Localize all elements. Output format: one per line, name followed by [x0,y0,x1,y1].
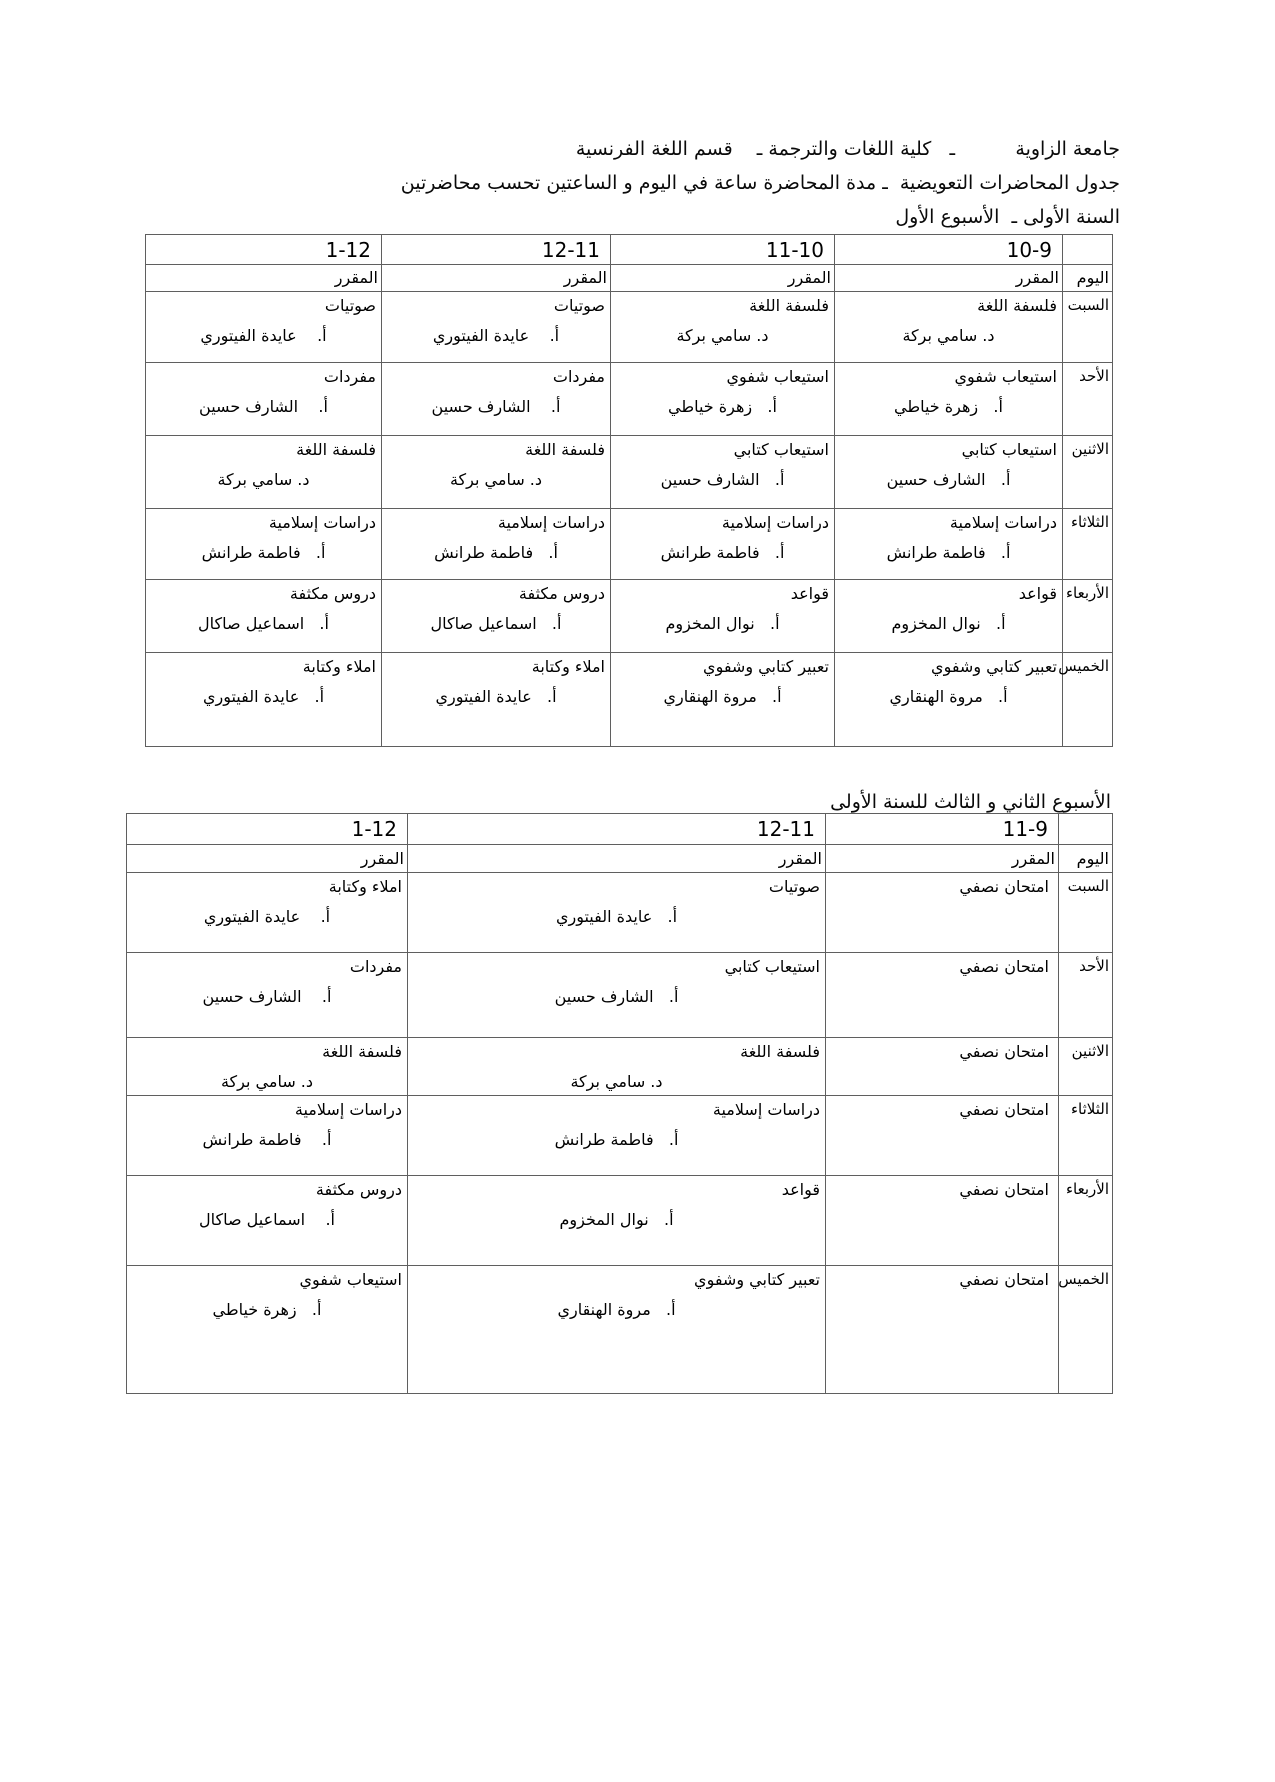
teacher-name: أ. الشارف حسين [886,469,1011,489]
time-header-row [127,814,1113,845]
teacher-name: أ. زهرة خياطي [894,396,1003,416]
time-slot-header: 11-10 [611,235,835,265]
course-name: امتحان نصفي [959,1042,1049,1061]
teacher-name: أ. فاطمة طرانش [201,542,326,562]
schedule-cell [146,363,382,436]
teacher-name: أ. فاطمة طرانش [660,542,785,562]
schedule-cell [127,1176,408,1266]
teacher-name: أ. الشارف حسين [660,469,785,489]
schedule-cell [408,1176,826,1266]
schedule-cell [408,1038,826,1096]
table-row-thursday [127,1266,1113,1394]
time-slot-header: 1-12 [146,235,382,265]
course-label-row [146,265,1113,292]
header-line-university: جامعة الزاوية ـ كلية اللغات والترجمة ـ قسم اللغة الفرنسية [575,138,1120,160]
schedule-cell [146,509,382,580]
schedule-cell [146,292,382,363]
schedule-cell [835,653,1063,747]
schedule-cell [408,1096,826,1176]
schedule-cell [408,953,826,1038]
time-slot-header: 1-12 [127,814,408,845]
course-name: امتحان نصفي [959,1270,1049,1289]
table-row-tuesday [127,1096,1113,1176]
table-row-saturday [146,292,1113,363]
course-name: دروس مكثفة [518,584,605,603]
schedule-cell [127,1038,408,1096]
teacher-name: أ. الشارف حسين [199,396,328,416]
course-name: فلسفة اللغة [322,1042,402,1061]
teacher-name: أ. مروة الهنقاري [557,1299,676,1319]
schedule-cell [835,363,1063,436]
teacher-name: أ. نوال المخزوم [891,613,1006,633]
table-row-sunday [146,363,1113,436]
section-title-week23: الأسبوع الثاني و الثالث للسنة الأولى [830,791,1111,813]
course-row-label: المقرر [835,265,1063,292]
course-name: مفردات [323,367,376,386]
course-name: دراسات إسلامية [497,513,605,532]
teacher-name: أ. اسماعيل صاكال [198,613,329,633]
schedule-cell [408,873,826,953]
course-name: فلسفة اللغة [296,440,376,459]
teacher-name: د. سامي بركة [676,325,769,345]
teacher-name: أ. مروة الهنقاري [663,686,782,706]
course-name: صوتيات [324,296,376,315]
course-row-label: المقرر [146,265,382,292]
schedule-cell [611,509,835,580]
schedule-cell [382,363,611,436]
day-cell: الأحد [1063,363,1113,436]
course-name: دراسات إسلامية [949,513,1057,532]
teacher-name: أ. اسماعيل صاكال [430,613,562,633]
schedule-cell [835,509,1063,580]
schedule-cell [146,653,382,747]
table-row-saturday [127,873,1113,953]
teacher-name: أ. مروة الهنقاري [889,686,1008,706]
course-name: امتحان نصفي [959,1180,1049,1199]
teacher-name: أ. عايدة الفيتوري [555,906,678,926]
course-name: دروس مكثفة [315,1180,402,1199]
teacher-name: أ. زهرة خياطي [668,396,777,416]
teacher-name: د. سامي بركة [217,469,310,489]
course-name: قواعد [1018,584,1057,603]
course-name: مفردات [552,367,605,386]
course-name: امتحان نصفي [959,957,1049,976]
course-row-label: المقرر [611,265,835,292]
time-header-row [146,235,1113,265]
schedule-cell [826,1176,1059,1266]
schedule-cell [127,1096,408,1176]
teacher-name: أ. عايدة الفيتوري [435,686,557,706]
header-line-schedule-note: جدول المحاضرات التعويضية ـ مدة المحاضرة ساعة في اليوم و الساعتين تحسب محاضرتين [400,172,1120,194]
schedule-cell [382,653,611,747]
schedule-table-week1 [145,234,1113,747]
teacher-name: أ. نوال المخزوم [665,613,780,633]
course-name: فلسفة اللغة [525,440,605,459]
day-cell: الخميس [1063,653,1113,747]
teacher-name: أ. فاطمة طرانش [202,1129,332,1149]
schedule-cell [826,1038,1059,1096]
teacher-name: أ. عايدة الفيتوري [200,325,327,345]
schedule-cell [826,1266,1059,1394]
teacher-name: د. سامي بركة [902,325,995,345]
table-row-monday [146,436,1113,509]
course-name: امتحان نصفي [959,877,1049,896]
schedule-cell [826,1096,1059,1176]
schedule-cell [611,580,835,653]
corner-cell [1063,235,1113,265]
course-name: استيعاب شفوي [299,1270,402,1289]
schedule-cell [835,436,1063,509]
course-name: استيعاب كتابي [733,440,829,459]
schedule-cell [611,653,835,747]
schedule-cell [835,292,1063,363]
teacher-name: د. سامي بركة [570,1071,663,1091]
course-name: استيعاب شفوي [954,367,1057,386]
day-cell: الأحد [1059,953,1113,1038]
course-row-label: المقرر [826,845,1059,873]
course-name: املاء وكتابة [302,657,376,676]
day-cell: السبت [1063,292,1113,363]
teacher-name: د. سامي بركة [220,1071,314,1091]
teacher-name: أ. فاطمة طرانش [554,1129,679,1149]
table-row-monday [127,1038,1113,1096]
schedule-cell [408,1266,826,1394]
course-name: فلسفة اللغة [740,1042,820,1061]
course-name: دراسات إسلامية [712,1100,820,1119]
course-name: تعبير كتابي وشفوي [703,657,829,676]
teacher-name: أ. عايدة الفيتوري [203,906,331,926]
teacher-name: أ. الشارف حسين [554,986,679,1006]
day-cell: الاثنين [1059,1038,1113,1096]
course-name: استيعاب شفوي [726,367,829,386]
schedule-cell [146,436,382,509]
teacher-name: أ. اسماعيل صاكال [198,1209,335,1229]
course-name: امتحان نصفي [959,1100,1049,1119]
schedule-cell [382,580,611,653]
schedule-cell [611,436,835,509]
schedule-cell [382,436,611,509]
teacher-name: أ. عايدة الفيتوري [432,325,560,345]
time-slot-header: 12-11 [408,814,826,845]
teacher-name: د. سامي بركة [449,469,543,489]
course-label-row [127,845,1113,873]
table-row-thursday [146,653,1113,747]
document-page [0,132,1275,1782]
schedule-cell [826,953,1059,1038]
teacher-name: أ. فاطمة طرانش [434,542,558,562]
course-name: دراسات إسلامية [721,513,829,532]
teacher-name: أ. عايدة الفيتوري [202,686,325,706]
teacher-name: أ. نوال المخزوم [559,1209,674,1229]
course-name: استيعاب كتابي [724,957,820,976]
course-name: تعبير كتابي وشفوي [931,657,1057,676]
teacher-name: أ. فاطمة طرانش [886,542,1011,562]
course-name: فلسفة اللغة [977,296,1057,315]
day-cell: الثلاثاء [1059,1096,1113,1176]
teacher-name: أ. الشارف حسين [202,986,332,1006]
course-name: دراسات إسلامية [294,1100,402,1119]
day-cell: الاثنين [1063,436,1113,509]
day-column-header: اليوم [1059,845,1113,873]
schedule-table-week23 [126,813,1113,1394]
course-name: صوتيات [768,877,820,896]
day-column-header: اليوم [1063,265,1113,292]
time-slot-header: 12-11 [382,235,611,265]
day-cell: الثلاثاء [1063,509,1113,580]
schedule-cell [611,292,835,363]
schedule-cell [611,363,835,436]
table-row-wednesday [146,580,1113,653]
teacher-name: أ. الشارف حسين [431,396,561,416]
course-name: املاء وكتابة [531,657,605,676]
course-row-label: المقرر [382,265,611,292]
course-name: قواعد [790,584,829,603]
day-cell: الأربعاء [1059,1176,1113,1266]
day-cell: الأربعاء [1063,580,1113,653]
table-row-sunday [127,953,1113,1038]
time-slot-header: 11-9 [826,814,1059,845]
time-slot-header: 10-9 [835,235,1063,265]
course-name: صوتيات [553,296,605,315]
schedule-cell [127,873,408,953]
course-row-label: المقرر [127,845,408,873]
schedule-cell [382,509,611,580]
teacher-name: أ. زهرة خياطي [212,1299,322,1319]
course-name: مفردات [349,957,402,976]
schedule-cell [127,1266,408,1394]
course-row-label: المقرر [408,845,826,873]
course-name: استيعاب كتابي [961,440,1057,459]
schedule-cell [826,873,1059,953]
course-name: تعبير كتابي وشفوي [694,1270,820,1289]
schedule-cell [835,580,1063,653]
header-line-year-week: السنة الأولى ـ الأسبوع الأول [895,206,1120,228]
day-cell: السبت [1059,873,1113,953]
course-name: قواعد [781,1180,820,1199]
schedule-cell [146,580,382,653]
day-cell: الخميس [1059,1266,1113,1394]
course-name: دراسات إسلامية [268,513,376,532]
course-name: فلسفة اللغة [749,296,829,315]
corner-cell [1059,814,1113,845]
course-name: املاء وكتابة [328,877,402,896]
table-row-wednesday [127,1176,1113,1266]
schedule-cell [127,953,408,1038]
schedule-cell [382,292,611,363]
table-row-tuesday [146,509,1113,580]
doc-header [0,132,1120,234]
course-name: دروس مكثفة [289,584,376,603]
